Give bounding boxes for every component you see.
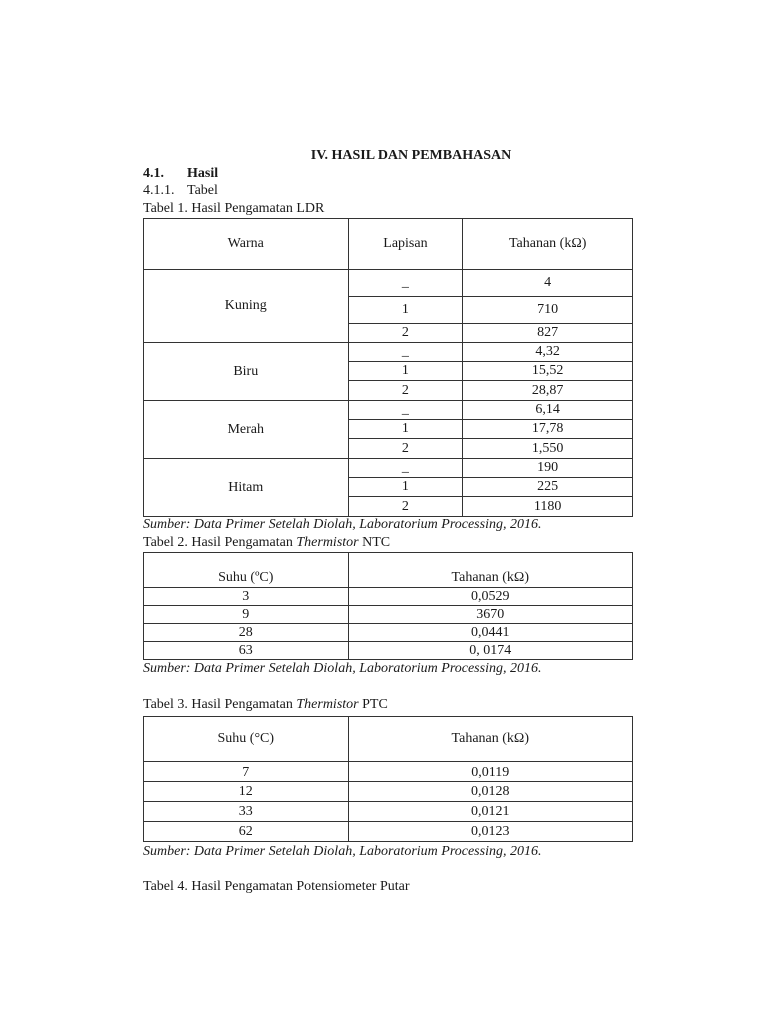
table-row [144,343,633,362]
layer-cell: 2 [348,381,463,401]
layer-cell: 2 [348,439,463,459]
column-header: Suhu (ºC) [144,553,349,588]
table-header-row [144,553,633,588]
layer-cell: _ [348,343,463,362]
table-row [144,270,633,297]
table2-source: Sumber: Data Primer Setelah Diolah, Laboratorium Processing, 2016. [143,661,542,676]
table-row [144,624,633,642]
color-cell: Kuning [144,270,349,343]
subsection-number: 4.1.1. [143,183,175,198]
value-cell: 28,87 [463,381,633,401]
table2-caption-prefix: Tabel 2. Hasil Pengamatan [143,535,297,550]
table-row [144,606,633,624]
table-row [144,782,633,802]
table-row [144,588,633,606]
column-header: Tahanan (kΩ) [348,553,632,588]
value-cell: 225 [463,478,633,497]
value-cell: 4 [463,270,633,297]
value-cell: 4,32 [463,343,633,362]
table-row [144,642,633,660]
section-number: 4.1. [143,166,164,181]
table3-caption-prefix: Tabel 3. Hasil Pengamatan [143,697,297,712]
table1-caption: Tabel 1. Hasil Pengamatan LDR [143,201,325,216]
layer-cell: 1 [348,362,463,381]
value-cell: 1180 [463,497,633,517]
resistance-cell: 0,0123 [348,822,632,842]
temperature-cell: 9 [144,606,349,624]
table-row [144,401,633,420]
value-cell: 827 [463,324,633,343]
table2-caption [143,535,390,551]
table2-caption-suffix: NTC [358,535,391,550]
layer-cell: _ [348,270,463,297]
page-heading: IV. HASIL DAN PEMBAHASAN [310,148,512,163]
table-ntc [143,552,633,660]
table-header-row [144,717,633,762]
temperature-cell: 12 [144,782,349,802]
table3-caption-suffix: PTC [358,697,388,712]
resistance-cell: 0,0441 [348,624,632,642]
value-cell: 190 [463,459,633,478]
color-cell: Biru [144,343,349,401]
value-cell: 1,550 [463,439,633,459]
temperature-cell: 63 [144,642,349,660]
value-cell: 17,78 [463,420,633,439]
temperature-cell: 28 [144,624,349,642]
resistance-cell: 0,0119 [348,762,632,782]
color-cell: Merah [144,401,349,459]
column-header: Tahanan (kΩ) [348,717,632,762]
resistance-cell: 0,0128 [348,782,632,802]
table-row [144,822,633,842]
subsection-title: Tabel [187,183,218,198]
table3-source: Sumber: Data Primer Setelah Diolah, Laboratorium Processing, 2016. [143,844,542,859]
table-row [144,762,633,782]
column-header: Lapisan [348,219,463,270]
layer-cell: _ [348,401,463,420]
table1-source: Sumber: Data Primer Setelah Diolah, Laboratorium Processing, 2016. [143,517,542,532]
layer-cell: 1 [348,420,463,439]
table3-caption-italic: Thermistor [296,697,359,712]
table-header-row [144,219,633,270]
color-cell: Hitam [144,459,349,517]
value-cell: 15,52 [463,362,633,381]
temperature-cell: 33 [144,802,349,822]
layer-cell: 1 [348,478,463,497]
section-title: Hasil [187,166,219,181]
layer-cell: _ [348,459,463,478]
table3-caption [143,697,388,713]
resistance-cell: 0, 0174 [348,642,632,660]
layer-cell: 1 [348,297,463,324]
table-row [144,459,633,478]
value-cell: 710 [463,297,633,324]
table4-caption: Tabel 4. Hasil Pengamatan Potensiometer Putar [143,879,410,894]
table-ldr [143,218,633,517]
value-cell: 6,14 [463,401,633,420]
temperature-cell: 3 [144,588,349,606]
table2-caption-italic: Thermistor [296,535,359,550]
layer-cell: 2 [348,497,463,517]
resistance-cell: 0,0121 [348,802,632,822]
temperature-cell: 7 [144,762,349,782]
column-header: Warna [144,219,349,270]
column-header: Suhu (°C) [144,717,349,762]
resistance-cell: 0,0529 [348,588,632,606]
column-header: Tahanan (kΩ) [463,219,633,270]
resistance-cell: 3670 [348,606,632,624]
table-ptc [143,716,633,842]
temperature-cell: 62 [144,822,349,842]
table-row [144,802,633,822]
layer-cell: 2 [348,324,463,343]
